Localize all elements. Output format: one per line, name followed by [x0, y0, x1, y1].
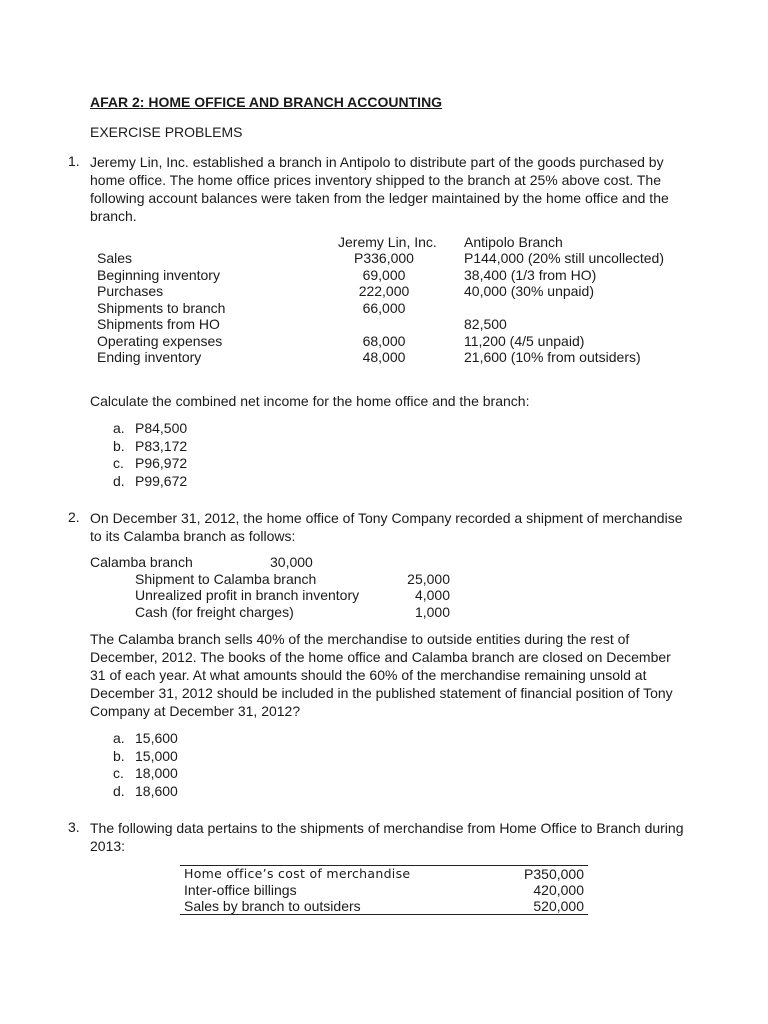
- q1-branch-value: 21,600 (10% from outsiders): [464, 349, 641, 365]
- q1-row-label: Operating expenses: [97, 332, 223, 349]
- q1-text: Jeremy Lin, Inc. established a branch in Antipolo to distribute part of the goods purchased by home office. The home office prices inventory shipped to the branch at 25% above cost. The following account balances were taken from the ledger maintained by the home office and the branch.: [90, 154, 669, 224]
- table-cell-amount: 520,000: [533, 898, 584, 914]
- q3-text: The following data pertains to the shipments of merchandise from Home Office to Branch during 2013:: [90, 820, 684, 854]
- q1-row-label: Sales: [97, 250, 133, 266]
- q2-credit-label: Shipment to Calamba branch: [135, 571, 317, 587]
- q1-ho-value: 69,000: [362, 266, 406, 283]
- q1-branch-value: 11,200 (4/5 unpaid): [464, 332, 585, 349]
- q1-ho-value: P336,000: [354, 250, 414, 266]
- q1-question: Calculate the combined net income for the home office and the branch:: [90, 393, 530, 409]
- table-cell-label: Sales by branch to outsiders: [184, 898, 361, 914]
- q1-row-label: Purchases: [97, 283, 164, 299]
- table-row: [180, 898, 588, 915]
- q1-row-labels: [97, 250, 225, 366]
- q2-credit-amounts: [380, 571, 450, 620]
- table-row: [180, 866, 588, 883]
- option-item: c. 18,000: [113, 765, 178, 781]
- q2-credit-labels: [135, 571, 359, 620]
- q1-col-header-ho: Jeremy Lin, Inc.: [338, 234, 437, 250]
- q1-number: 1.: [68, 153, 80, 169]
- q2-credit-label: Unrealized profit in branch inventory: [135, 587, 360, 604]
- q2-debit-label: Calamba branch: [90, 554, 193, 570]
- option-item: d. P99,672: [113, 472, 188, 489]
- table-cell-amount: P350,000: [524, 866, 584, 882]
- q1-ho-values: [336, 250, 432, 366]
- table-cell-label: Home office’s cost of merchandise: [184, 866, 411, 881]
- option-item: b. 15,000: [113, 747, 178, 764]
- option-item: c. P96,972: [113, 455, 188, 471]
- document-title: AFAR 2: HOME OFFICE AND BRANCH ACCOUNTING: [90, 94, 443, 110]
- q2-credit-label: Cash (for freight charges): [135, 603, 294, 620]
- q1-row-label: Ending inventory: [97, 349, 202, 365]
- q1-ho-value: 68,000: [362, 332, 406, 349]
- q2-text: On December 31, 2012, the home office of Tony Company recorded a shipment of merchandise to its Calamba branch as follows:: [90, 510, 683, 544]
- q2-debit-amount: 30,000: [270, 554, 313, 570]
- q1-branch-values: [464, 250, 664, 366]
- q1-row-label: Shipments to branch: [97, 299, 226, 316]
- q1-row-label: Beginning inventory: [97, 266, 220, 283]
- q1-ho-value: 48,000: [362, 349, 406, 365]
- q1-options: [113, 420, 187, 490]
- section-subtitle: EXERCISE PROBLEMS: [90, 124, 243, 140]
- q2-number: 2.: [68, 509, 80, 525]
- q1-row-label: Shipments from HO: [97, 316, 220, 332]
- q1-ho-value: [336, 316, 432, 333]
- q1-col-header-branch: Antipolo Branch: [464, 234, 563, 250]
- q1-branch-value: P144,000 (20% still uncollected): [464, 250, 665, 266]
- table-row: [180, 882, 588, 898]
- table-cell-label: Inter-office billings: [184, 882, 297, 898]
- option-item: a. P84,500: [113, 420, 188, 436]
- option-item: d. 18,600: [113, 782, 178, 799]
- q1-ho-value: 66,000: [362, 299, 406, 316]
- q1-branch-value: 82,500: [464, 316, 507, 332]
- q3-number: 3.: [68, 819, 80, 835]
- table-cell-amount: 420,000: [533, 882, 584, 898]
- q1-branch-value: 40,000 (30% unpaid): [464, 283, 594, 299]
- q3-shipment-table: [180, 865, 588, 915]
- q2-credit-amount: 1,000: [414, 603, 450, 620]
- q1-branch-value: [464, 300, 664, 317]
- q2-options: [113, 730, 178, 800]
- option-item: b. P83,172: [113, 437, 188, 454]
- q2-credit-amount: 4,000: [414, 587, 450, 604]
- q2-credit-amount: 25,000: [407, 571, 450, 587]
- option-item: a. 15,600: [113, 730, 178, 746]
- q1-ho-value: 222,000: [358, 283, 410, 299]
- q2-body: The Calamba branch sells 40% of the merchandise to outside entities during the rest of December, 2012. The books of the home office and Calamba branch are closed on December 31 of each year. At what amounts should the 60% of the merchandise remaining unsold at December 31, 2012 should be included in the published statement of financial position of Tony Company at December 31, 2012?: [90, 631, 673, 719]
- q1-branch-value: 38,400 (1/3 from HO): [464, 266, 597, 283]
